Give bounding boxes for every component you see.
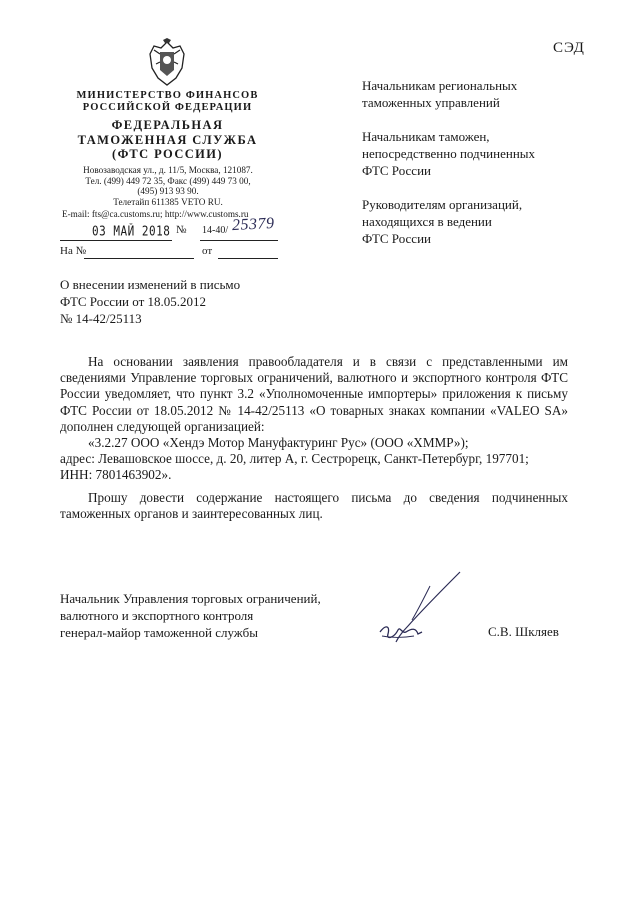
reply-to-line: [84, 244, 194, 259]
reg-number-prefix: 14-40/: [202, 225, 229, 236]
body-paragraph-inn: ИНН: 7801463902».: [60, 467, 172, 483]
body-paragraph-notice: На основании заявления правообладателя и в связи с представленными им сведениями Управление торговых ограничений, валютного и экспортного контроля ФТС России уведомляет, что пункт 3.2 «Уполномоченные импортеры» приложения к письму ФТС России от 18.05.2012 № 14-42/25113 «О товарных знаках компании «VALEO SA» дополнен следующей организацией:: [60, 354, 568, 434]
letter-subject: О внесении изменений в письмо ФТС России от 18.05.2012 № 14-42/25113: [60, 277, 241, 326]
addressee-customs-heads: Начальникам таможен, непосредственно подчиненных ФТС России: [362, 129, 536, 178]
reg-number-handwritten: 25379: [231, 214, 275, 235]
body-paragraph-company: «3.2.27 ООО «Хендэ Мотор Мануфактуринг Рус» (ООО «ХММР»);: [88, 435, 469, 451]
agency-email: E-mail: fts@ca.customs.ru; http://www.customs.ru: [62, 209, 249, 219]
reg-date-stamp: 03 МАЙ 2018: [92, 223, 171, 240]
handwritten-signature: [372, 568, 472, 648]
sed-mark: СЭД: [553, 40, 585, 56]
ministry-name: МИНИСТЕРСТВО ФИНАНСОВ РОССИЙСКОЙ ФЕДЕРАЦИИ: [76, 90, 259, 113]
signer-position: Начальник Управления торговых ограничений, валютного и экспортного контроля генерал-майор таможенной службы: [60, 591, 321, 640]
reply-date-label: от: [202, 245, 213, 257]
signer-name: С.В. Шкляев: [488, 624, 559, 639]
reg-number-label: №: [176, 224, 187, 236]
addressee-regional-customs: Начальникам региональных таможенных управлений: [362, 78, 518, 110]
addressee-organizations: Руководителям организаций, находящихся в ведении ФТС России: [362, 197, 523, 246]
agency-contacts: Новозаводская ул., д. 11/5, Москва, 121087. Тел. (499) 449 72 35, Факс (499) 449 73 00, (495) 913 93 90. Телетайп 611385 VETO RU.: [83, 165, 253, 207]
body-paragraph-address: адрес: Левашовское шоссе, д. 20, литер А, г. Сестрорецк, Санкт-Петербург, 197701;: [60, 451, 529, 467]
body-paragraph-request: Прошу довести содержание настоящего письма до сведения подчиненных таможенных органов и заинтересованных лиц.: [60, 489, 568, 521]
reply-date-line: [218, 244, 278, 259]
agency-name: ФЕДЕРАЛЬНАЯ ТАМОЖЕННАЯ СЛУЖБА (ФТС РОССИИ): [77, 118, 258, 161]
reply-to-label: На №: [60, 245, 87, 257]
letter-body: [60, 354, 568, 522]
state-emblem-icon: [144, 38, 190, 88]
